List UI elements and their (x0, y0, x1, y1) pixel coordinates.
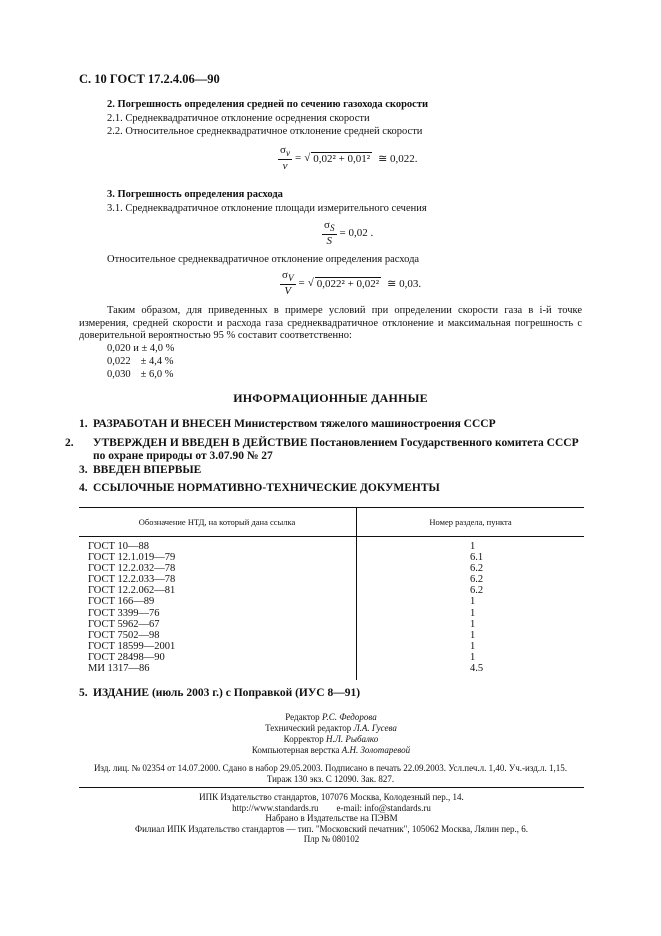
table-row: ГОСТ 10—88 1 (79, 537, 584, 553)
table-row: ГОСТ 18599—2001 1 (79, 641, 584, 652)
radicand: 0,02² + 0,01² (313, 152, 371, 165)
table-row: ГОСТ 12.1.019—79 6.1 (79, 552, 584, 563)
formula-result: = 0,02 . (339, 227, 374, 240)
section-3-title: 3. Погрешность определения расхода (107, 189, 283, 200)
section-2-1-text: 2.1. Среднеквадратичное отклонение осреднения скорости (107, 113, 370, 124)
value-row: 0,030 ± 6,0 % (107, 369, 174, 380)
table-row: МИ 1317—86 4.5 (79, 663, 584, 680)
credits-block (180, 712, 482, 756)
credit-editor: Редактор Р.С. Федорова (285, 712, 377, 722)
value-row: 0,020 и ± 4,0 % (107, 343, 175, 354)
formula-area-deviation (322, 219, 373, 247)
radicand: 0,022² + 0,02² (316, 277, 380, 290)
info-data-title: ИНФОРМАЦИОННЫЕ ДАННЫЕ (233, 391, 428, 405)
page-header: С. 10 ГОСТ 17.2.4.06—90 (79, 72, 220, 86)
conclusion-paragraph: Таким образом, для приведенных в примере условий при определении скорости газа в i-й точке измерения, средней скорости и расхода газа среднеквадратичное отклонение и максимальная погрешность с доверительной вероятностью 95 % составит соответственно: (79, 305, 582, 341)
table-row: ГОСТ 28498—90 1 (79, 652, 584, 663)
publishing-info: Изд. лиц. № 02354 от 14.07.2000. Сдано в набор 29.05.2003. Подписано в печать 22.09.2003. Усл.печ.л. 1,40. Уч.-изд.л. 1,15. Тираж 130 экз. С 12090. Зак. 827. (93, 763, 568, 784)
formula-velocity-deviation: $\frac{\sigma_v}{v}$ = √ 0,02² + 0,01² ≅ 0,022. (280, 144, 418, 173)
info-item-2: 2. УТВЕРЖДЕН И ВВЕДЕН В ДЕЙСТВИЕ Постановлением Государственного комитета СССР по охране природы от 3.07.90 № 27 (65, 437, 579, 462)
reference-table (79, 507, 584, 680)
info-item-4: 4. ССЫЛОЧНЫЕ НОРМАТИВНО-ТЕХНИЧЕСКИЕ ДОКУМЕНТЫ (79, 482, 440, 494)
table-row: ГОСТ 166—89 1 (79, 596, 584, 607)
table-header-row (79, 508, 584, 537)
value-row: 0,022 ± 4,4 % (107, 356, 174, 367)
credit-layout: Компьютерная верстка А.Н. Золотаревой (251, 745, 411, 755)
section-3-1-text: 3.1. Среднеквадратичное отклонение площади измерительного сечения (107, 203, 427, 214)
info-item-3: 3. ВВЕДЕН ВПЕРВЫЕ (79, 464, 202, 476)
formula-result: ≅ 0,022. (378, 152, 418, 165)
credit-proofreader: Корректор Н.Л. Рыбалко (283, 734, 379, 744)
formula-flow-deviation: $\frac{\sigma_V}{V}$ = √ 0,022² + 0,02² ≅ 0,03. (282, 269, 422, 298)
section-2-2-text: 2.2. Относительное среднеквадратичное отклонение средней скорости (107, 126, 423, 137)
fraction-sigma-V: $\frac{\sigma_V}{V}$ (282, 269, 294, 298)
values-list (107, 342, 174, 381)
table-header-section: Номер раздела, пункта (357, 508, 585, 537)
table-row: ГОСТ 3399—76 1 (79, 608, 584, 619)
publisher-footer: ИПК Издательство стандартов, 107076 Москва, Колодезный пер., 14. http://www.standards.ru e-mail: info@standards.ru Набрано в Издательстве на ПЭВМ Филиал ИПК Издательство стандартов — тип. "Московский печатник", 105062 Москва, Лялин пер., 6. Плр № 080102 (134, 792, 529, 845)
table-row: ГОСТ 7502—98 1 (79, 630, 584, 641)
credit-tech-editor: Технический редактор Л.А. Гусева (265, 723, 397, 733)
formula-result: ≅ 0,03. (387, 277, 422, 290)
table-row: ГОСТ 12.2.062—81 6.2 (79, 585, 584, 596)
table-header-designation: Обозначение НТД, на который дана ссылка (79, 508, 357, 537)
fraction-sigma-v: $\frac{\sigma_v}{v}$ (280, 144, 291, 173)
table-row: ГОСТ 12.2.033—78 6.2 (79, 574, 584, 585)
info-item-1: 1. РАЗРАБОТАН И ВНЕСЕН Министерством тяжелого машиностроения СССР (79, 418, 496, 430)
info-item-5: 5. ИЗДАНИЕ (июль 2003 г.) с Поправкой (ИУС 8—91) (79, 687, 361, 699)
section-2-title: 2. Погрешность определения средней по сечению газохода скорости (107, 99, 429, 110)
fraction-sigma-s: $\frac{\sigma_S}{S}$ (324, 219, 335, 248)
flow-deviation-text: Относительное среднеквадратичное отклонение определения расхода (107, 254, 420, 265)
footer-divider (79, 787, 584, 788)
table-row: ГОСТ 5962—67 1 (79, 619, 584, 630)
table-row: ГОСТ 12.2.032—78 6.2 (79, 563, 584, 574)
